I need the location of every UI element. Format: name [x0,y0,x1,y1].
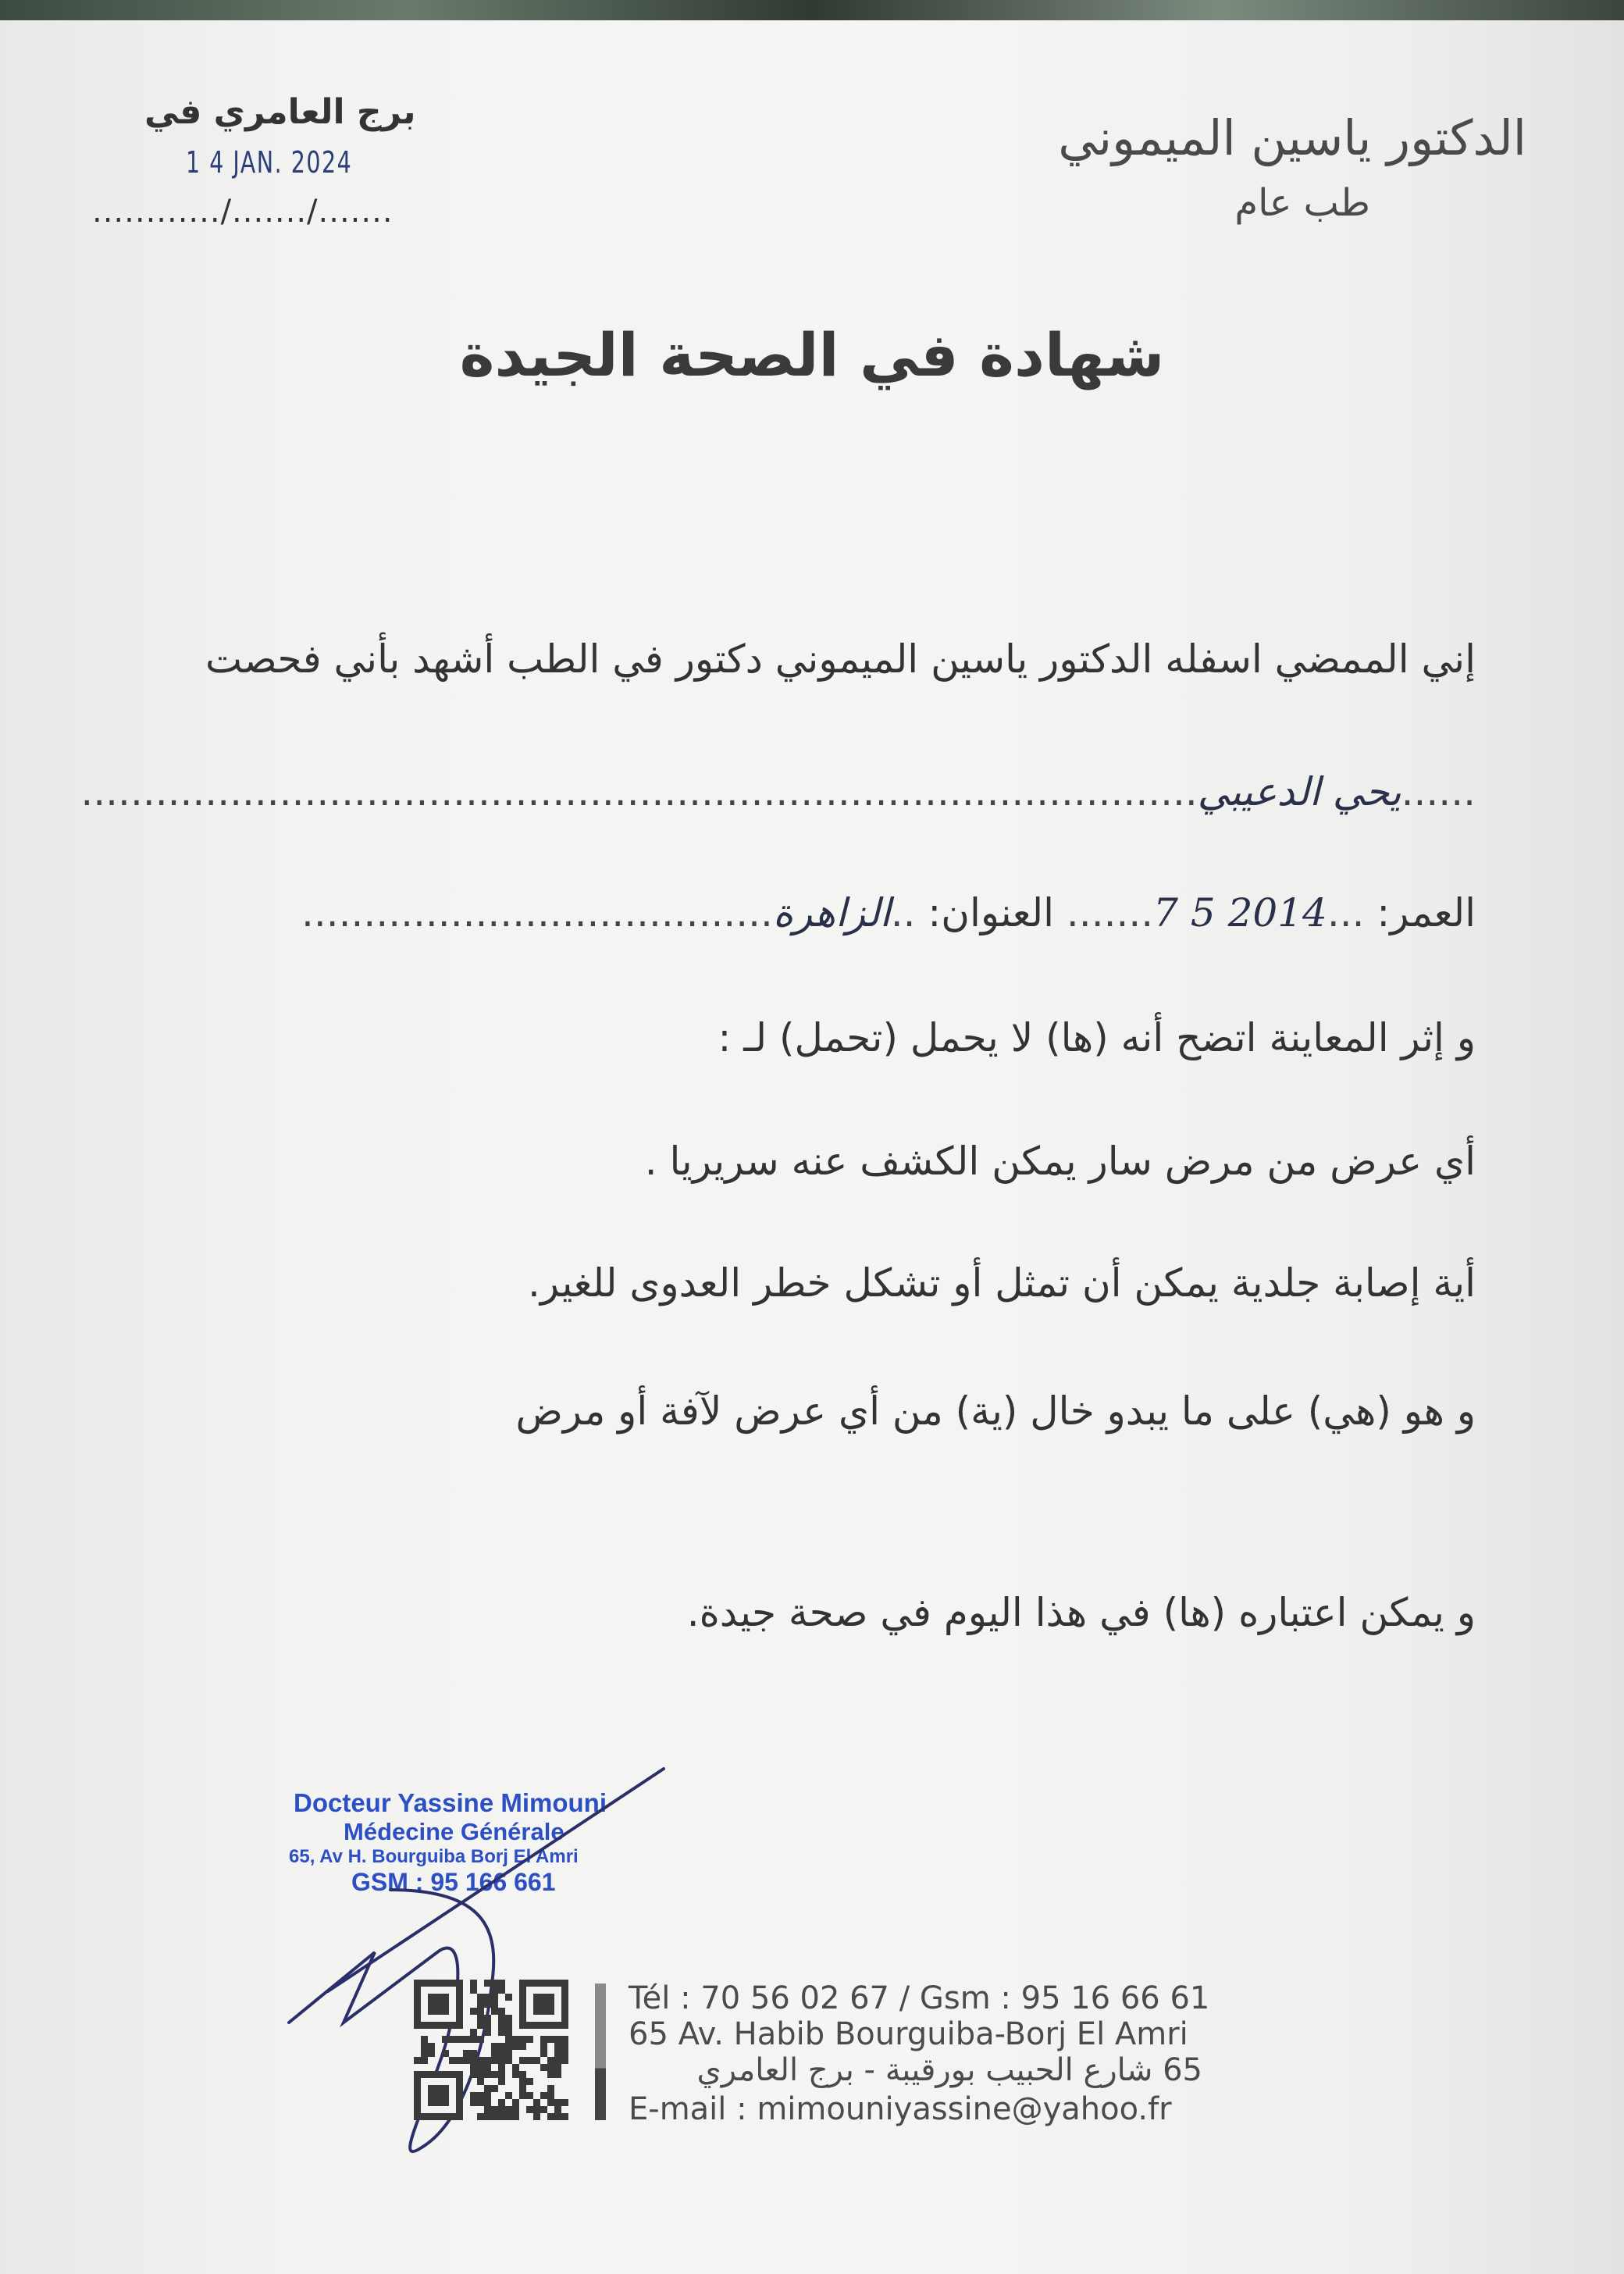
dots: .. [890,890,928,936]
qr-module [561,2050,568,2057]
qr-module [421,2036,428,2043]
qr-module [470,2064,477,2071]
qr-module [505,2043,512,2050]
qr-module [498,2015,505,2022]
age-label: العمر: [1376,890,1476,936]
qr-module [554,2099,561,2106]
qr-finder [533,1994,554,2015]
qr-module [519,2057,526,2064]
stamp-line-3: 65, Av H. Bourguiba Borj El Amri [289,1846,579,1867]
qr-module [498,1980,505,1987]
dots: ...................................... [301,890,773,936]
qr-module [526,2106,533,2113]
qr-module [470,2092,477,2099]
qr-module [519,2085,526,2092]
qr-module [512,2106,519,2113]
qr-module [533,2057,540,2064]
date-blank: ............/......./....... [92,194,394,230]
qr-module [540,2050,547,2057]
address-value: الزاهرة [772,890,891,936]
qr-module [470,2036,477,2043]
qr-module [470,2029,477,2036]
qr-module [491,1994,498,2001]
dots: ....... [1054,890,1154,936]
age-value: 7 5 2014 [1153,890,1327,936]
qr-module [533,2099,540,2106]
qr-module [470,2057,477,2064]
qr-module [519,2036,526,2043]
qr-module [456,2036,463,2043]
background-edge [0,0,1624,20]
qr-module [491,2043,498,2050]
qr-module [554,2113,561,2120]
qr-module [540,2043,547,2050]
qr-module [477,2113,484,2120]
qr-module [477,1994,484,2001]
qr-module [512,2043,519,2050]
qr-module [547,2099,554,2106]
qr-module [526,2036,533,2043]
qr-module [484,2064,491,2071]
qr-module [547,2071,554,2078]
qr-module [449,2036,456,2043]
qr-module [477,2078,484,2085]
qr-module [533,2113,540,2120]
document-title: شهادة في الصحة الجيدة [459,320,1165,390]
qr-module [554,2036,561,2043]
qr-module [484,2029,491,2036]
qr-module [484,2022,491,2029]
qr-module [484,2071,491,2078]
qr-module [463,2050,470,2057]
body-line-6: أية إصابة جلدية يمكن أن تمثل أو تشكل خطر العدوى للغير. [528,1260,1476,1306]
qr-module [498,2113,505,2120]
qr-module [477,2015,484,2022]
footer-address-ar: 65 شارع الحبيب بورقيبة - برج العامري [696,2052,1202,2088]
qr-module [540,2106,547,2113]
qr-module [505,2113,512,2120]
qr-module [484,2092,491,2099]
qr-module [491,2113,498,2120]
address-label: العنوان: [928,890,1055,936]
qr-module [477,2092,484,2099]
place-label: برج العامري في [144,92,416,132]
qr-module [470,2050,477,2057]
qr-module [491,2057,498,2064]
qr-module [526,2092,533,2099]
qr-module [491,1987,498,1994]
qr-module [512,2113,519,2120]
qr-module [547,2057,554,2064]
qr-module [519,2092,526,2099]
qr-module [540,2064,547,2071]
qr-module [491,2085,498,2092]
qr-module [491,2001,498,2008]
stamp-line-1: Docteur Yassine Mimouni [294,1788,607,1817]
patient-name: يحي الدعيبي [1197,769,1401,814]
qr-code [414,1980,568,2120]
body-line-8: و يمكن اعتباره (ها) في هذا اليوم في صحة جيدة. [686,1590,1476,1635]
qr-module [477,2064,484,2071]
qr-module [498,2106,505,2113]
qr-module [561,2043,568,2050]
qr-module [519,2071,526,2078]
qr-module [470,1980,477,1987]
qr-module [477,2001,484,2008]
doctor-name: الدكتور ياسين الميموني [1058,109,1526,166]
qr-module [449,2057,456,2064]
qr-module [498,1987,505,1994]
qr-module [498,2022,505,2029]
qr-module [484,2085,491,2092]
qr-module [470,2071,477,2078]
qr-module [554,2050,561,2057]
qr-module [414,2057,421,2064]
qr-module [428,2043,435,2050]
qr-module [505,2015,512,2022]
qr-module [477,2008,484,2015]
qr-module [484,2113,491,2120]
date-stamp: 1 4 JAN. 2024 [186,145,353,180]
qr-module [484,2001,491,2008]
qr-module [442,2050,449,2057]
qr-module [512,2071,519,2078]
age-address-line [301,890,1476,936]
qr-module [477,2036,484,2043]
qr-module [477,2099,484,2106]
body-line-5: أي عرض من مرض سار يمكن الكشف عنه سريريا . [644,1139,1476,1184]
qr-module [421,2050,428,2057]
qr-module [540,2092,547,2099]
qr-module [540,2036,547,2043]
qr-module [491,2008,498,2015]
qr-module [477,2057,484,2064]
qr-module [463,2036,470,2043]
qr-module [421,2057,428,2064]
qr-module [498,2050,505,2057]
qr-module [484,2106,491,2113]
qr-module [498,2008,505,2015]
qr-module [498,2043,505,2050]
qr-module [456,2057,463,2064]
qr-finder [428,1994,449,2015]
qr-module [491,2106,498,2113]
stamp-line-2: Médecine Générale [344,1818,564,1845]
footer-email: E-mail : mimouniyassine@yahoo.fr [629,2091,1172,2127]
qr-module [498,2064,505,2071]
qr-module [498,2057,505,2064]
qr-module [526,2057,533,2064]
body-line-7: و هو (هي) على ما يبدو خال (ية) من أي عرض لآفة أو مرض [515,1388,1476,1434]
qr-module [421,2043,428,2050]
qr-module [533,2106,540,2113]
qr-module [463,2057,470,2064]
qr-module [526,2078,533,2085]
qr-module [561,2057,568,2064]
qr-module [512,2064,519,2071]
qr-module [484,2099,491,2106]
qr-module [554,2057,561,2064]
qr-module [554,2043,561,2050]
qr-module [505,2092,512,2099]
qr-module [505,2029,512,2036]
qr-module [491,2071,498,2078]
qr-module [554,2071,561,2078]
qr-module [498,2078,505,2085]
qr-module [484,2015,491,2022]
qr-module [561,2113,568,2120]
patient-name-line [80,769,1476,814]
qr-module [442,2036,449,2043]
qr-module [547,2036,554,2043]
qr-module [554,2064,561,2071]
qr-module [477,2071,484,2078]
qr-module [484,1980,491,1987]
qr-module [561,2036,568,2043]
qr-module [498,2029,505,2036]
qr-module [512,2036,519,2043]
qr-module [547,2092,554,2099]
dots: ...... [1401,769,1476,814]
qr-module [498,2071,505,2078]
dots: ... [1327,890,1377,936]
qr-module [505,2050,512,2057]
qr-finder [428,2085,449,2106]
qr-module [505,2036,512,2043]
qr-module [547,2064,554,2071]
footer-divider [595,1984,606,2120]
body-line-4: و إثر المعاينة اتضح أنه (ها) لا يحمل (تحمل) لـ : [718,1015,1476,1060]
qr-module [519,2043,526,2050]
doctor-specialty: طب عام [1234,181,1370,225]
qr-module [428,2050,435,2057]
qr-module [498,2099,505,2106]
qr-module [470,2008,477,2015]
stamp-line-4: GSM : 95 166 661 [351,1868,556,1896]
qr-module [484,1994,491,2001]
qr-module [477,2022,484,2029]
qr-module [505,2106,512,2113]
qr-module [519,2078,526,2085]
qr-module [505,1994,512,2001]
qr-module [561,2099,568,2106]
dots: .......................................................................................... [80,769,1198,814]
qr-module [505,2057,512,2064]
body-line-1: إني الممضي اسفله الدكتور ياسين الميموني دكتور في الطب أشهد بأني فحصت [205,636,1476,682]
qr-module [505,2022,512,2029]
qr-module [547,2085,554,2092]
qr-module [491,1980,498,1987]
qr-module [512,2099,519,2106]
footer-phone: Tél : 70 56 02 67 / Gsm : 95 16 66 61 [629,1980,1210,2016]
qr-module [470,2099,477,2106]
qr-module [554,2106,561,2113]
qr-module [547,2113,554,2120]
qr-module [491,2050,498,2057]
qr-module [484,2057,491,2064]
footer-address-fr: 65 Av. Habib Bourguiba-Borj El Amri [629,2016,1188,2052]
qr-module [470,1987,477,1994]
